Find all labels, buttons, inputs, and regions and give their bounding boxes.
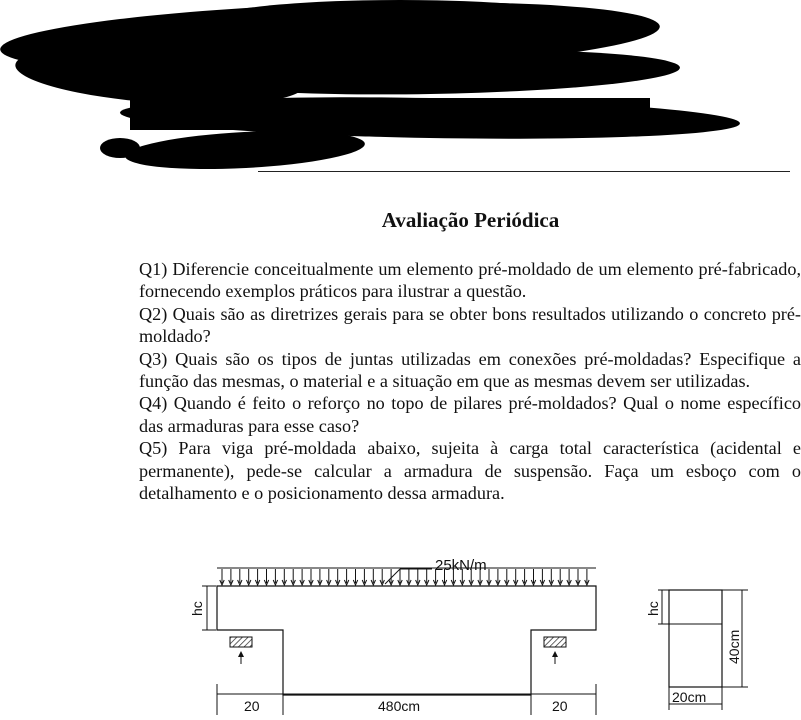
page-title: Avaliação Periódica [381,208,560,232]
question-3: Q3) Quais são os tipos de juntas utilizadas em conexões pré-moldadas? Especifique a função das mesmas, o material e a situação em que as mesmas devem ser utilizadas. [139,348,801,392]
redacted-header [0,0,801,180]
redaction-marks [0,0,740,174]
distributed-load [217,568,596,585]
section-width-label: 20cm [672,689,707,705]
beam-diagram [180,552,780,715]
question-2: Q2) Quais são as diretrizes gerais para se obter bons resultados utilizando o concreto pré-moldado? [139,303,801,347]
section-hc-label: hc [645,601,661,616]
right-support [544,637,566,647]
dim-left-label: 20 [244,698,260,714]
questions-list [139,258,801,504]
left-support [230,637,252,647]
dim-span-label: 480cm [378,698,421,714]
section-outline [669,590,722,687]
section-height-label: 40cm [726,629,742,664]
beam-figure [180,552,780,715]
load-arrows [220,569,589,585]
load-label: 25kN/m [435,557,487,574]
dim-right-label: 20 [552,698,568,714]
beam-outline [217,586,596,695]
name-underline [258,171,790,172]
question-4: Q4) Quando é feito o reforço no topo de pilares pré-moldados? Qual o nome específico das armaduras para esse caso? [139,393,801,436]
question-1: Q1) Diferencie conceitualmente um elemento pré-moldado de um elemento pré-fabricado, fornecendo exemplos práticos para ilustrar a questão. [139,259,801,302]
question-5: Q5) Para viga pré-moldada abaixo, sujeita à carga total característica (acidental e permanente), pede-se calcular a armadura de suspensão. Faça um esboço com o detalhamento e o posicionamento dessa armadura. [139,438,801,504]
hc-label: hc [189,601,205,616]
